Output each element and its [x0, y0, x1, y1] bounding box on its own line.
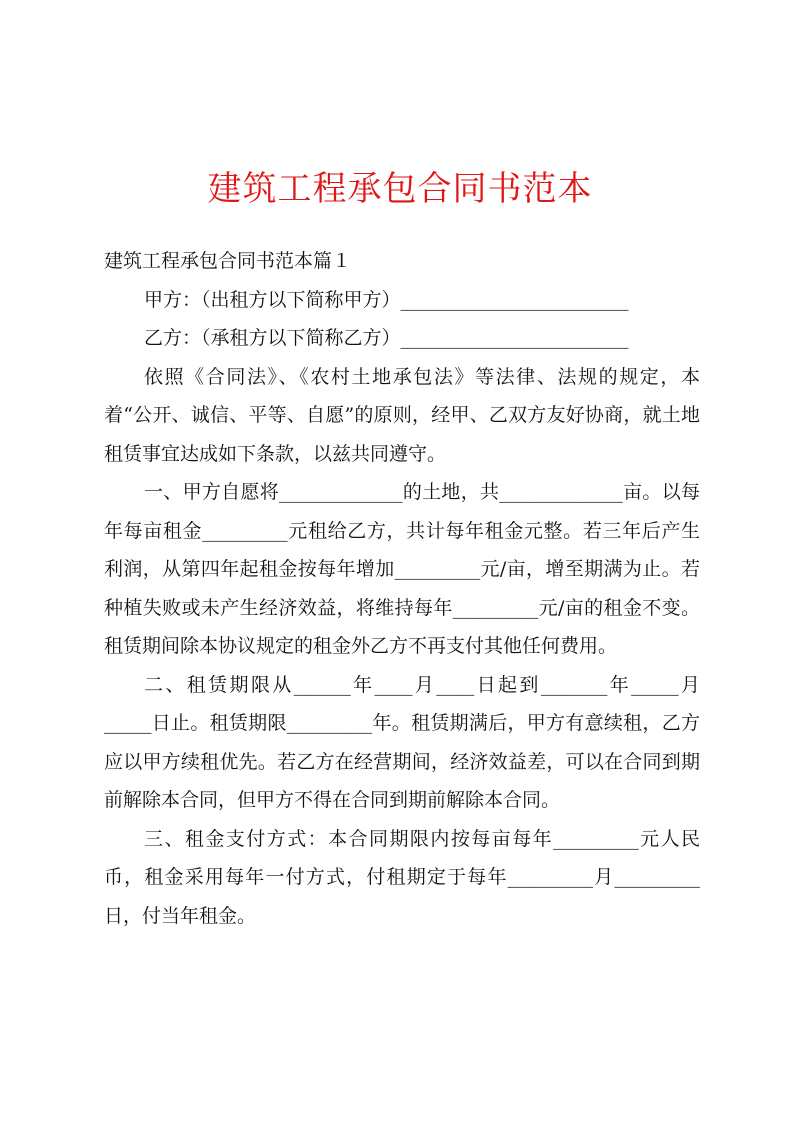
clause-2-paragraph: 二、租赁期限从______年____月____日起到_______年_____月_____日止。租赁期限_________年。租赁期满后，甲方有意续租，乙方应以甲方续租优先。若乙方在经营期间，经济效益差，可以在合同到期前解除本合同，但甲方不得在合同到期前解除本合同。	[104, 673, 700, 811]
section-heading: 建筑工程承包合同书范本篇１	[104, 250, 352, 272]
preamble-paragraph: 依照《合同法》、《农村土地承包法》等法律、法规的规定，本着“公开、诚信、平等、自愿”的原则，经甲、乙双方友好协商，就土地租赁事宜达成如下条款，以兹共同遵守。	[104, 365, 700, 465]
clause-3-paragraph: 三、租金支付方式：本合同期限内按每亩每年_________元人民币，租金采用每年一付方式，付租期定于每年_________月_________日，付当年租金。	[104, 827, 700, 927]
party-a-line: 甲方：（出租方以下简称甲方）________________________	[144, 288, 629, 311]
document-title: 建筑工程承包合同书范本	[207, 169, 593, 209]
party-b-line: 乙方：（承租方以下简称乙方）________________________	[144, 327, 629, 349]
clause-1-paragraph: 一、甲方自愿将_____________的土地，共_____________亩。以每年每亩租金_________元租给乙方，共计每年租金元整。若三年后产生利润，从第四年起租金按每年增加_________元/亩，增至期满为止。若种植失败或未产生经济效益，将维持每年_________元/亩的租金不变。租赁期间除本协议规定的租金外乙方不再支付其他任何费用。	[104, 481, 700, 657]
document-body	[104, 242, 700, 935]
